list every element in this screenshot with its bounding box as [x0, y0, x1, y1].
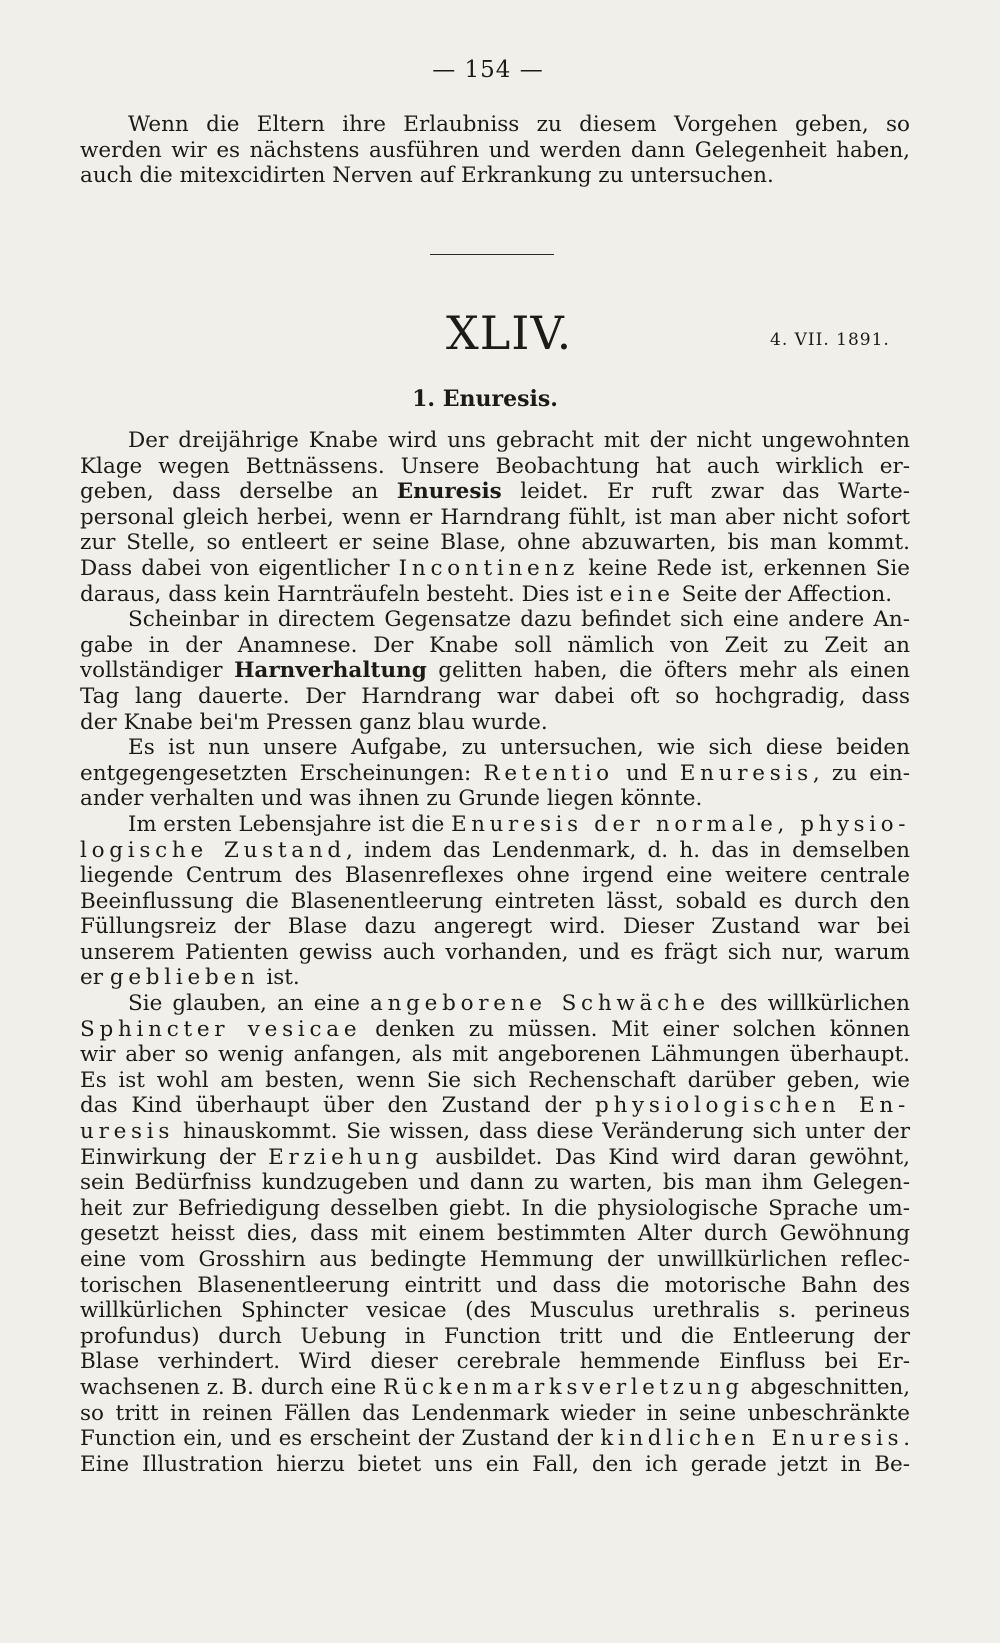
text-line: ander verhalten und was ihnen zu Grunde liegen könnte. — [80, 786, 703, 812]
text-line: Im ersten Lebensjahre ist die Enuresis der normale, physio- — [128, 811, 911, 837]
text-line: gesetzt heisst dies, dass mit einem bestimmten Alter durch Gewöhnung — [80, 1221, 910, 1247]
text-line: auch die mitexcidirten Nerven auf Erkrankung zu untersuchen. — [80, 163, 774, 189]
emphasis-spaced: geblieben — [109, 965, 260, 991]
text-line: Füllungsreiz der Blase dazu angeregt wird. Dieser Zustand war bei — [80, 914, 910, 940]
emphasis-spaced: physiologischen En- — [594, 1093, 910, 1119]
section-title: 1. Enuresis. — [412, 386, 558, 412]
text-line: entgegengesetzten Erscheinungen: Retentio und Enuresis, zu ein- — [80, 760, 910, 786]
chapter-numeral: XLIV. — [446, 306, 573, 360]
text-line: sein Bedürfniss kundzugeben und dann zu warten, bis man ihm Gelegen- — [80, 1170, 910, 1196]
body-text — [80, 428, 910, 1477]
emphasis-spaced: Retentio — [483, 760, 614, 786]
page-number: — 154 — — [432, 57, 544, 83]
emphasis-bold: Harnverhaltung — [234, 658, 427, 684]
text-line: zur Stelle, so entleert er seine Blase, ohne abzuwarten, bis man kommt. — [80, 530, 910, 556]
text-line: Es ist nun unsere Aufgabe, zu untersuchen, wie sich diese beiden — [128, 735, 910, 761]
text-line: Function ein, und es erscheint der Zustand der kindlichen Enuresis. — [80, 1426, 910, 1452]
lecture-date: 4. VII. 1891. — [770, 330, 890, 350]
text-line: torischen Blasenentleerung eintritt und dass die motorische Bahn des — [80, 1272, 910, 1298]
text-line: Der dreijährige Knabe wird uns gebracht mit der nicht ungewohnten — [128, 428, 910, 453]
text-line: Klage wegen Bettnässens. Unsere Beobachtung hat auch wirklich er- — [80, 453, 910, 479]
text-line: eine vom Grosshirn aus bedingte Hemmung der unwillkürlichen reflec- — [80, 1247, 910, 1272]
text-line: wachsenen z. B. durch eine Rückenmarksverletzung abgeschnitten, — [80, 1374, 910, 1400]
text-line: so tritt in reinen Fällen das Lendenmark wieder in seine unbeschränkte — [80, 1400, 910, 1426]
text-line: Sphincter vesicae denken zu müssen. Mit einer solchen können — [80, 1016, 910, 1042]
text-line: profundus) durch Uebung in Function tritt und die Entleerung der — [80, 1323, 910, 1349]
text-line: liegende Centrum des Blasenreflexes ohne irgend eine weitere centrale — [80, 863, 910, 889]
emphasis-spaced: Incontinenz — [398, 555, 580, 581]
text-line: Wenn die Eltern ihre Erlaubniss zu diesem Vorgehen geben, so — [128, 112, 910, 137]
text-line: daraus, dass kein Harnträufeln besteht. Dies ist eine Seite der Affection. — [80, 581, 893, 607]
text-line: Einwirkung der Erziehung ausbildet. Das Kind wird daran gewöhnt, — [80, 1144, 910, 1170]
text-line: vollständiger Harnverhaltung gelitten haben, die öfters mehr als einen — [80, 658, 910, 684]
text-line: unserem Patienten gewiss auch vorhanden, und es frägt sich nur, warum — [80, 939, 910, 965]
text-line: Sie glauben, an eine angeborene Schwäche des willkürlichen — [128, 991, 910, 1017]
text-line: Scheinbar in directem Gegensatze dazu befindet sich eine andere An- — [128, 607, 910, 633]
text-line: er geblieben ist. — [80, 965, 300, 991]
emphasis-spaced: eine — [609, 581, 675, 607]
text-line: werden wir es nächstens ausführen und werden dann Gelegenheit haben, — [80, 137, 910, 163]
intro-paragraph — [80, 112, 910, 189]
emphasis-spaced: Enuresis — [679, 760, 813, 786]
text-line: personal gleich herbei, wenn er Harndrang fühlt, ist man aber nicht sofort — [80, 504, 910, 530]
text-line: Beeinflussung die Blasenentleerung eintreten lässt, sobald es durch den — [80, 888, 910, 914]
text-line: geben, dass derselbe an Enuresis leidet. Er ruft zwar das Warte- — [80, 479, 910, 505]
emphasis-spaced: angeborene Schwäche — [370, 991, 710, 1017]
text-line: heit zur Befriedigung desselben giebt. In die physiologische Sprache um- — [80, 1195, 910, 1221]
text-line: Dass dabei von eigentlicher Incontinenz keine Rede ist, erkennen Sie — [80, 555, 910, 581]
text-line: das Kind überhaupt über den Zustand der physiologischen En- — [80, 1093, 910, 1119]
emphasis-spaced: logische Zustand — [80, 837, 346, 863]
emphasis-spaced: Enuresis der normale, physio- — [451, 811, 911, 837]
text-line: gabe in der Anamnese. Der Knabe soll nämlich von Zeit zu Zeit an — [80, 632, 910, 658]
emphasis-spaced: kindlichen Enuresis — [600, 1426, 904, 1452]
section-divider — [430, 254, 554, 255]
emphasis-spaced: Rückenmarksverletzung — [383, 1374, 744, 1400]
text-line: Tag lang dauerte. Der Harndrang war dabei oft so hochgradig, dass — [80, 683, 910, 709]
text-line: Es ist wohl am besten, wenn Sie sich Rechenschaft darüber geben, wie — [80, 1067, 910, 1093]
text-line: uresis hinauskommt. Sie wissen, dass diese Veränderung sich unter der — [80, 1119, 910, 1145]
emphasis-bold: Enuresis — [396, 479, 502, 505]
emphasis-spaced: Erziehung — [268, 1144, 423, 1170]
text-line: Blase verhindert. Wird dieser cerebrale hemmende Einfluss bei Er- — [80, 1349, 910, 1375]
text-line: Eine Illustration hierzu bietet uns ein Fall, den ich gerade jetzt in Be- — [80, 1451, 910, 1477]
text-line: wir aber so wenig anfangen, als mit angeborenen Lähmungen überhaupt. — [80, 1042, 910, 1068]
text-line: der Knabe bei'm Pressen ganz blau wurde. — [80, 709, 548, 735]
emphasis-spaced: Sphincter vesicae — [80, 1016, 362, 1042]
text-line: logische Zustand, indem das Lendenmark, d. h. das in demselben — [80, 837, 911, 863]
text-line: willkürlichen Sphincter vesicae (des Musculus urethralis s. perineus — [80, 1298, 910, 1324]
emphasis-spaced: uresis — [80, 1119, 175, 1145]
